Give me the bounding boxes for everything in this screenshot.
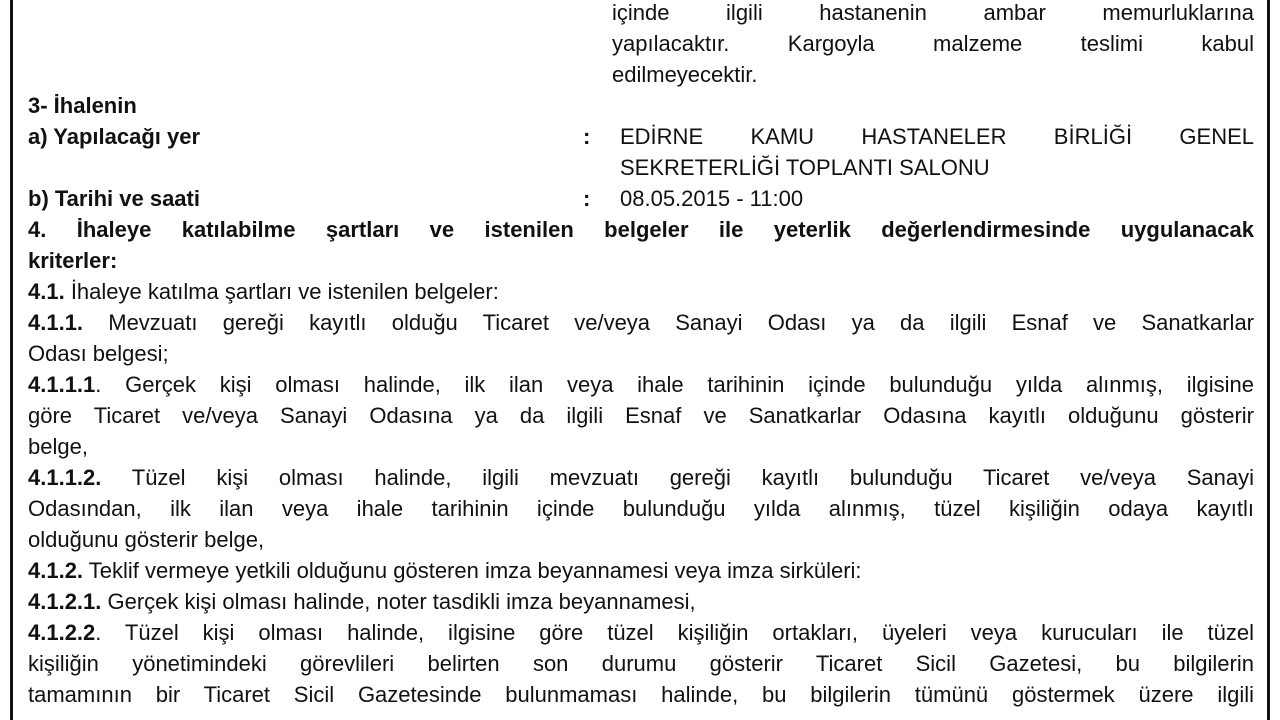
paragraph-4-1-1-1-text: . Gerçek kişi olması halinde, ilk ilan veya ihale tarihinin içinde bulunduğu yılda alınmış, ilgisine <box>95 372 1254 397</box>
paragraph-4-1-1-1-line-1 <box>28 369 1254 400</box>
section-4-heading-line-1: 4. İhaleye katılabilme şartları ve istenilen belgeler ile yeterlik değerlendirmesinde uygulanacak <box>28 217 1254 242</box>
date-label: b) Tarihi ve saati <box>28 186 200 211</box>
paragraph-4-1-2-2-text: . Tüzel kişi olması halinde, ilgisine göre tüzel kişiliğin ortakları, üyeleri veya kurucuları ile tüzel <box>95 620 1254 645</box>
paragraph-4-1-1-1-number: 4.1.1.1 <box>28 372 96 397</box>
paragraph-4-1-2-2-number: 4.1.2.2 <box>28 620 96 645</box>
date-colon: : <box>583 186 591 211</box>
paragraph-4-1-1-2-number: 4.1.1.2. <box>28 465 102 490</box>
paragraph-4-1-2 <box>28 555 1254 586</box>
section-4-heading-line-2: kriterler: <box>28 248 118 273</box>
paragraph-4-1-1-2-line-1 <box>28 462 1254 493</box>
paragraph-4-1-2-2-line-2: kişiliğin yönetimindeki görevlileri belirten son durumu gösterir Ticaret Sicil Gazetesi, bu bilgilerin <box>28 651 1254 676</box>
paragraph-4-1-2-text: Teklif vermeye yetkili olduğunu gösteren imza beyannamesi veya imza sirküleri: <box>83 558 862 583</box>
paragraph-4-1-1-text: Mevzuatı gereği kayıtlı olduğu Ticaret ve/veya Sanayi Odası ya da ilgili Esnaf ve Sanatkarlar <box>83 310 1254 335</box>
paragraph-4-1-2-2-line-3: tamamının bir Ticaret Sicil Gazetesinde bulunmaması halinde, bu bilgilerin tümünü göstermek üzere ilgili <box>28 682 1254 707</box>
document-body <box>28 0 1254 710</box>
paragraph-4-1-1-line-2: Odası belgesi; <box>28 341 169 366</box>
intro-line-2: yapılacaktır. Kargoyla malzeme teslimi kabul <box>612 31 1254 56</box>
paragraph-4-1-text: İhaleye katılma şartları ve istenilen belgeler: <box>64 279 499 304</box>
paragraph-4-1-1-line-1 <box>28 307 1254 338</box>
place-row <box>28 121 1254 152</box>
place-label: a) Yapılacağı yer <box>28 124 201 149</box>
place-value-line-2: SEKRETERLİĞİ TOPLANTI SALONU <box>620 155 990 180</box>
intro-line-3: edilmeyecektir. <box>612 62 758 87</box>
paragraph-4-1 <box>28 276 1254 307</box>
continued-value-block <box>612 0 1254 90</box>
place-colon: : <box>583 124 591 149</box>
place-value-line-1: EDİRNE KAMU HASTANELER BİRLİĞİ GENEL <box>620 124 1254 149</box>
paragraph-4-1-1-1-line-2: göre Ticaret ve/veya Sanayi Odasına ya da ilgili Esnaf ve Sanatkarlar Odasına kayıtlı olduğunu gösterir <box>28 403 1254 428</box>
paragraph-4-1-1-1-line-3: belge, <box>28 434 88 459</box>
page-border-right <box>1267 0 1270 720</box>
paragraph-4-1-number: 4.1. <box>28 279 65 304</box>
page-border-left <box>10 0 13 720</box>
paragraph-4-1-2-1-text: Gerçek kişi olması halinde, noter tasdikli imza beyannamesi, <box>101 589 696 614</box>
paragraph-4-1-1-2-line-2: Odasından, ilk ilan veya ihale tarihinin içinde bulunduğu yılda alınmış, tüzel kişiliğin odaya kayıtlı <box>28 496 1254 521</box>
paragraph-4-1-2-1 <box>28 586 1254 617</box>
section-3-heading: 3- İhalenin <box>28 93 137 118</box>
date-value: 08.05.2015 - 11:00 <box>620 186 804 211</box>
paragraph-4-1-1-number: 4.1.1. <box>28 310 84 335</box>
paragraph-4-1-1-2-line-3: olduğunu gösterir belge, <box>28 527 265 552</box>
paragraph-4-1-1-2-text: Tüzel kişi olması halinde, ilgili mevzuatı gereği kayıtlı bulunduğu Ticaret ve/veya Sanayi <box>101 465 1254 490</box>
intro-line-1: içinde ilgili hastanenin ambar memurluklarına <box>612 0 1254 25</box>
paragraph-4-1-2-number: 4.1.2. <box>28 558 84 583</box>
place-row-cont <box>28 152 1254 183</box>
date-row <box>28 183 1254 214</box>
paragraph-4-1-2-1-number: 4.1.2.1. <box>28 589 102 614</box>
paragraph-4-1-2-2-line-1 <box>28 617 1254 648</box>
